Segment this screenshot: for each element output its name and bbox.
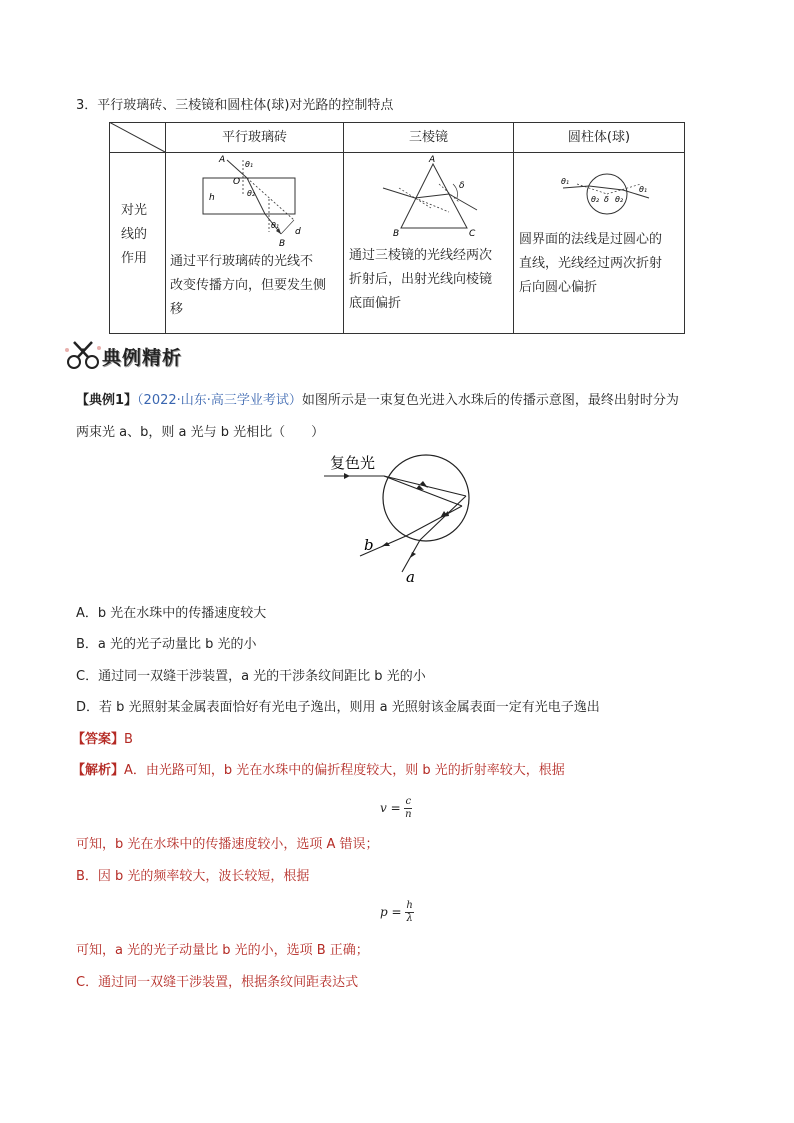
header-prism: 三棱镜: [408, 130, 448, 145]
answer-value: B: [124, 732, 133, 747]
col2-text: 通过三棱镜的光线经两次 折射后，出射光线向棱镜 底面偏折: [349, 248, 493, 311]
formula-p-h-lambda: p = $\frac{h}{\lambda}$: [380, 900, 413, 924]
header-parallel-glass: 平行玻璃砖: [221, 130, 287, 145]
example-label: 【典例1】: [76, 393, 138, 408]
parallel-glass-figure: [199, 154, 314, 246]
answer-line: 【答案】B: [72, 732, 133, 747]
example-stem-line1: 【典例1】（2022·山东·高三学业考试）如图所示是一束复色光进入水珠后的传播示意图，最终出射时分为: [76, 393, 679, 408]
fig3-label-theta2b: θ₂: [615, 195, 624, 204]
fig2-label-a: A: [429, 155, 436, 165]
section-heading: 3．平行玻璃砖、三棱镜和圆柱体(球)对光路的控制特点: [76, 98, 394, 113]
header-diagonal: [109, 122, 166, 153]
analysis-line3: B．因 b 光的频率较大，波长较短，根据: [76, 869, 310, 884]
col1-text: 通过平行玻璃砖的光线不 改变传播方向，但要发生侧 移: [170, 254, 327, 317]
analysis-line5: C．通过同一双缝干涉装置，根据条纹间距表达式: [76, 975, 359, 990]
formula-v-c-n: v = $\frac{c}{n}$: [380, 796, 412, 820]
col3-text: 圆界面的法线是过圆心的 直线，光线经过两次折射 后向圆心偏折: [519, 232, 663, 295]
fig1-label-theta1b: θ₁: [271, 221, 280, 230]
fig3-label-theta1b: θ₁: [639, 185, 648, 194]
fig2-label-c: C: [469, 229, 476, 236]
figure-label-b: b: [364, 536, 374, 554]
banner-title: 典例精析: [102, 347, 183, 369]
option-b: B．a 光的光子动量比 b 光的小: [76, 637, 257, 652]
fig1-label-theta1: θ₁: [245, 160, 254, 169]
fig1-label-b: B: [279, 239, 286, 246]
fig2-label-b: B: [393, 229, 400, 236]
fig2-label-delta: δ: [459, 181, 465, 191]
fig1-label-d: d: [295, 227, 301, 237]
option-d: D．若 b 光照射某金属表面恰好有光电子逸出，则用 a 光照射该金属表面一定有光电子逸出: [76, 700, 600, 715]
fig3-label-delta: δ: [604, 195, 609, 204]
example-source: （2022·山东·高三学业考试）: [137, 393, 302, 408]
fig1-label-h: h: [209, 193, 215, 203]
analysis-line1: 【解析】A．由光路可知，b 光在水珠中的偏折程度较大，则 b 光的折射率较大，根据: [72, 763, 565, 778]
sphere-figure: [557, 170, 657, 218]
fig1-label-a: A: [219, 155, 226, 165]
row-label: 对光 线的 作用: [121, 203, 148, 266]
water-droplet-figure: [320, 448, 480, 588]
header-cylinder: 圆柱体(球): [567, 130, 631, 145]
fig1-label-theta2: θ₂: [247, 189, 256, 198]
figure-incident-label: 复色光: [330, 454, 376, 472]
option-c: C．通过同一双缝干涉装置，a 光的干涉条纹间距比 b 光的小: [76, 669, 426, 684]
option-a: A．b 光在水珠中的传播速度较大: [76, 606, 267, 621]
fig3-label-theta1a: θ₁: [561, 177, 570, 186]
section-banner: [62, 338, 222, 372]
analysis-line2: 可知，b 光在水珠中的传播速度较小，选项 A 错误；: [76, 837, 379, 852]
prism-figure: [379, 154, 489, 236]
scissors-icon: [62, 338, 104, 372]
optics-comparison-table: [109, 122, 685, 334]
example-stem-line2: 两束光 a、b，则 a 光与 b 光相比（ ）: [76, 425, 325, 440]
analysis-line4: 可知，a 光的光子动量比 b 光的小，选项 B 正确；: [76, 943, 369, 958]
fig1-label-o: O: [233, 177, 241, 187]
fig3-label-theta2a: θ₂: [591, 195, 600, 204]
figure-label-a: a: [406, 568, 415, 586]
